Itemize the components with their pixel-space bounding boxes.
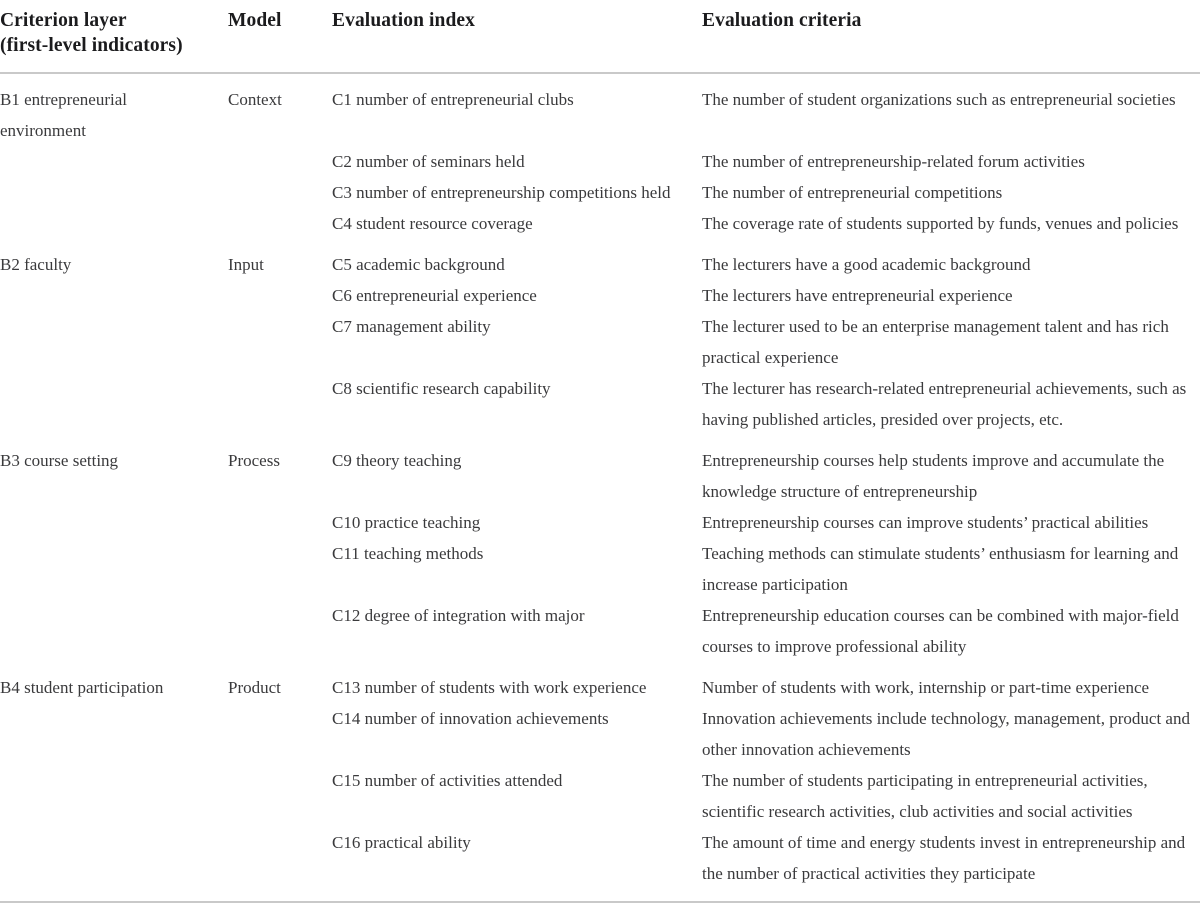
table-row xyxy=(0,703,1200,765)
cell-evaluation-criteria-text: The lecturer has research-related entrepreneurial achievements, such as having published articles, presided over projects, etc. xyxy=(702,379,1187,429)
cell-evaluation-index xyxy=(332,703,702,765)
cell-criterion-layer xyxy=(0,239,228,280)
column-header-criterion-layer-line1: Criterion layer xyxy=(0,10,127,31)
cell-criterion-layer xyxy=(0,827,228,902)
table-row xyxy=(0,208,1200,239)
cell-evaluation-criteria xyxy=(702,280,1200,311)
table-body xyxy=(0,73,1200,902)
cell-evaluation-criteria xyxy=(702,146,1200,177)
cell-evaluation-index xyxy=(332,280,702,311)
cell-criterion-layer xyxy=(0,435,228,507)
cell-evaluation-criteria-text: The lecturer used to be an enterprise management talent and has rich practical experience xyxy=(702,317,1169,367)
cell-model xyxy=(228,177,332,208)
cell-evaluation-criteria-text: The number of entrepreneurial competitions xyxy=(702,183,1003,202)
cell-model xyxy=(228,208,332,239)
table-row xyxy=(0,177,1200,208)
cell-evaluation-index-text: C1 number of entrepreneurial clubs xyxy=(332,90,574,109)
cell-evaluation-criteria xyxy=(702,177,1200,208)
cell-criterion-layer xyxy=(0,373,228,435)
cell-model xyxy=(228,73,332,146)
cell-criterion-layer-text: B1 entrepreneurial environment xyxy=(0,90,127,140)
cell-criterion-layer-text: B2 faculty xyxy=(0,255,72,274)
cell-evaluation-criteria xyxy=(702,765,1200,827)
table-row xyxy=(0,280,1200,311)
cell-evaluation-criteria xyxy=(702,311,1200,373)
table-row xyxy=(0,239,1200,280)
cell-evaluation-index-text: C4 student resource coverage xyxy=(332,214,533,233)
cell-model xyxy=(228,703,332,765)
cell-evaluation-criteria-text: Entrepreneurship education courses can be combined with major-field courses to improve professional ability xyxy=(702,606,1179,656)
cell-evaluation-index xyxy=(332,373,702,435)
cell-evaluation-criteria xyxy=(702,827,1200,902)
cell-evaluation-criteria xyxy=(702,208,1200,239)
cell-evaluation-index-text: C3 number of entrepreneurship competitions held xyxy=(332,183,671,202)
cell-model xyxy=(228,373,332,435)
table-row xyxy=(0,538,1200,600)
cell-criterion-layer xyxy=(0,73,228,146)
table-row xyxy=(0,662,1200,703)
cell-evaluation-criteria xyxy=(702,435,1200,507)
table-row xyxy=(0,373,1200,435)
cell-evaluation-index xyxy=(332,239,702,280)
cell-evaluation-criteria xyxy=(702,662,1200,703)
column-header-evaluation-criteria: Evaluation criteria xyxy=(702,0,1200,73)
cell-evaluation-index xyxy=(332,662,702,703)
cell-evaluation-criteria-text: Number of students with work, internship or part-time experience xyxy=(702,678,1150,697)
cell-criterion-layer xyxy=(0,208,228,239)
cell-evaluation-criteria-text: The lecturers have a good academic background xyxy=(702,255,1031,274)
cell-evaluation-criteria-text: The number of student organizations such as entrepreneurial societies xyxy=(702,90,1176,109)
cell-model xyxy=(228,538,332,600)
cell-model xyxy=(228,280,332,311)
cell-evaluation-index xyxy=(332,765,702,827)
cell-evaluation-index-text: C14 number of innovation achievements xyxy=(332,709,609,728)
table-row xyxy=(0,507,1200,538)
column-header-criterion-layer-line2: (first-level indicators) xyxy=(0,35,183,56)
table-row xyxy=(0,827,1200,902)
cell-evaluation-index-text: C13 number of students with work experience xyxy=(332,678,647,697)
cell-model-text: Process xyxy=(228,451,280,470)
table-row xyxy=(0,73,1200,146)
cell-criterion-layer xyxy=(0,280,228,311)
cell-evaluation-index xyxy=(332,435,702,507)
cell-evaluation-criteria-text: The number of students participating in entrepreneurial activities, scientific research activities, club activities and social activities xyxy=(702,771,1148,821)
cell-evaluation-index-text: C7 management ability xyxy=(332,317,491,336)
cell-evaluation-criteria xyxy=(702,239,1200,280)
cell-model xyxy=(228,765,332,827)
column-header-model: Model xyxy=(228,0,332,73)
cell-evaluation-index xyxy=(332,507,702,538)
column-header-criterion-layer xyxy=(0,0,228,73)
cell-evaluation-index xyxy=(332,538,702,600)
cell-criterion-layer xyxy=(0,662,228,703)
cell-evaluation-index-text: C6 entrepreneurial experience xyxy=(332,286,537,305)
cell-evaluation-index-text: C11 teaching methods xyxy=(332,544,484,563)
table-row xyxy=(0,765,1200,827)
cell-model-text: Input xyxy=(228,255,264,274)
cell-evaluation-index-text: C9 theory teaching xyxy=(332,451,462,470)
cell-model xyxy=(228,239,332,280)
cell-model xyxy=(228,662,332,703)
cell-criterion-layer xyxy=(0,600,228,662)
cell-criterion-layer xyxy=(0,538,228,600)
cell-evaluation-criteria-text: Entrepreneurship courses help students improve and accumulate the knowledge structure of entrepreneurship xyxy=(702,451,1165,501)
cell-evaluation-criteria-text: Entrepreneurship courses can improve students’ practical abilities xyxy=(702,513,1149,532)
cell-evaluation-index-text: C12 degree of integration with major xyxy=(332,606,585,625)
cell-evaluation-criteria-text: The lecturers have entrepreneurial experience xyxy=(702,286,1013,305)
cell-criterion-layer xyxy=(0,507,228,538)
cell-model xyxy=(228,600,332,662)
cell-criterion-layer xyxy=(0,765,228,827)
cell-evaluation-criteria-text: Teaching methods can stimulate students’ enthusiasm for learning and increase participation xyxy=(702,544,1179,594)
cell-criterion-layer xyxy=(0,703,228,765)
cell-evaluation-index-text: C8 scientific research capability xyxy=(332,379,551,398)
table-row xyxy=(0,311,1200,373)
cell-evaluation-index-text: C5 academic background xyxy=(332,255,505,274)
cell-evaluation-criteria-text: The amount of time and energy students invest in entrepreneurship and the number of practical activities they participate xyxy=(702,833,1186,883)
cell-evaluation-index-text: C15 number of activities attended xyxy=(332,771,563,790)
cell-evaluation-criteria xyxy=(702,703,1200,765)
table-row xyxy=(0,600,1200,662)
cell-evaluation-criteria-text: The number of entrepreneurship-related forum activities xyxy=(702,152,1085,171)
cell-model xyxy=(228,507,332,538)
cell-criterion-layer xyxy=(0,311,228,373)
cell-evaluation-criteria xyxy=(702,73,1200,146)
cell-model xyxy=(228,311,332,373)
cell-criterion-layer-text: B4 student participation xyxy=(0,678,164,697)
cell-evaluation-index-text: C10 practice teaching xyxy=(332,513,481,532)
cell-evaluation-index xyxy=(332,311,702,373)
table-row xyxy=(0,146,1200,177)
table-row xyxy=(0,435,1200,507)
cell-model xyxy=(228,827,332,902)
cell-evaluation-index xyxy=(332,146,702,177)
table-header-row xyxy=(0,0,1200,73)
cell-evaluation-index xyxy=(332,177,702,208)
cell-evaluation-criteria-text: The coverage rate of students supported by funds, venues and policies xyxy=(702,214,1179,233)
cell-evaluation-criteria xyxy=(702,538,1200,600)
cell-evaluation-index-text: C16 practical ability xyxy=(332,833,471,852)
cell-evaluation-criteria xyxy=(702,507,1200,538)
cell-model-text: Context xyxy=(228,90,282,109)
cell-evaluation-criteria xyxy=(702,600,1200,662)
cell-evaluation-index xyxy=(332,827,702,902)
cell-criterion-layer xyxy=(0,177,228,208)
cell-evaluation-index xyxy=(332,208,702,239)
cell-model-text: Product xyxy=(228,678,281,697)
cell-evaluation-criteria xyxy=(702,373,1200,435)
cell-criterion-layer xyxy=(0,146,228,177)
cell-evaluation-index xyxy=(332,600,702,662)
cell-evaluation-criteria-text: Innovation achievements include technology, management, product and other innovation achievements xyxy=(702,709,1190,759)
cell-evaluation-index xyxy=(332,73,702,146)
cell-model xyxy=(228,146,332,177)
table-header xyxy=(0,0,1200,73)
cell-criterion-layer-text: B3 course setting xyxy=(0,451,119,470)
cell-model xyxy=(228,435,332,507)
cell-evaluation-index-text: C2 number of seminars held xyxy=(332,152,525,171)
column-header-evaluation-index: Evaluation index xyxy=(332,0,702,73)
